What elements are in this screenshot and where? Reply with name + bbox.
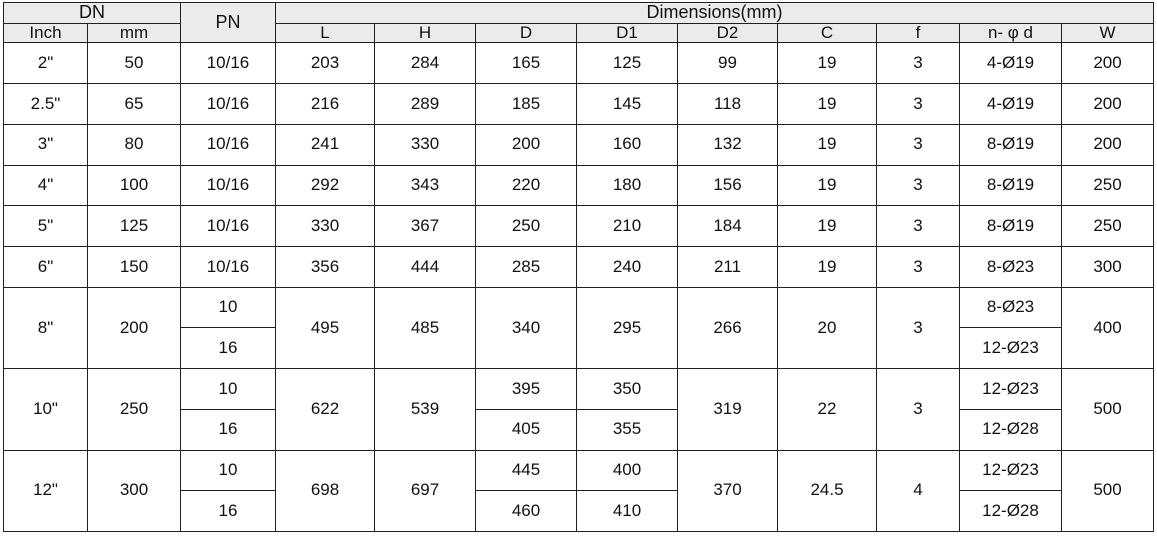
cell-pn: 10 bbox=[181, 287, 276, 328]
cell-l: 216 bbox=[276, 84, 375, 125]
cell-w: 250 bbox=[1062, 206, 1154, 247]
cell-d: 340 bbox=[476, 287, 577, 368]
cell-d1: 210 bbox=[577, 206, 678, 247]
header-c: C bbox=[778, 23, 877, 43]
cell-l: 330 bbox=[276, 206, 375, 247]
cell-mm: 250 bbox=[88, 369, 181, 450]
cell-h: 444 bbox=[375, 247, 476, 288]
table-row bbox=[4, 165, 1154, 206]
cell-inch: 4" bbox=[4, 165, 88, 206]
header-inch: Inch bbox=[4, 23, 88, 43]
cell-w: 400 bbox=[1062, 287, 1154, 368]
cell-l: 241 bbox=[276, 124, 375, 165]
cell-pn: 10/16 bbox=[181, 43, 276, 84]
header-d1: D1 bbox=[577, 23, 678, 43]
table-row bbox=[4, 287, 1154, 328]
cell-c: 20 bbox=[778, 287, 877, 368]
cell-d1: 125 bbox=[577, 43, 678, 84]
cell-pn: 16 bbox=[181, 328, 276, 369]
header-f: f bbox=[877, 23, 960, 43]
cell-d1: 295 bbox=[577, 287, 678, 368]
cell-c: 24.5 bbox=[778, 450, 877, 531]
dimensions-table bbox=[3, 2, 1154, 532]
table-row bbox=[4, 369, 1154, 410]
cell-f: 3 bbox=[877, 43, 960, 84]
cell-w: 200 bbox=[1062, 43, 1154, 84]
cell-h: 289 bbox=[375, 84, 476, 125]
cell-f: 3 bbox=[877, 165, 960, 206]
cell-d: 165 bbox=[476, 43, 577, 84]
cell-l: 495 bbox=[276, 287, 375, 368]
cell-mm: 150 bbox=[88, 247, 181, 288]
table-row bbox=[4, 450, 1154, 491]
cell-d2: 211 bbox=[678, 247, 778, 288]
cell-n-phi-d: 8-Ø19 bbox=[960, 165, 1062, 206]
cell-n-phi-d: 4-Ø19 bbox=[960, 43, 1062, 84]
cell-c: 19 bbox=[778, 124, 877, 165]
cell-d1: 350 bbox=[577, 369, 678, 410]
cell-pn: 16 bbox=[181, 409, 276, 450]
cell-n-phi-d: 8-Ø23 bbox=[960, 247, 1062, 288]
cell-d: 200 bbox=[476, 124, 577, 165]
table-row bbox=[4, 247, 1154, 288]
cell-c: 22 bbox=[778, 369, 877, 450]
cell-pn: 10 bbox=[181, 450, 276, 491]
cell-d2: 370 bbox=[678, 450, 778, 531]
cell-f: 3 bbox=[877, 206, 960, 247]
cell-c: 19 bbox=[778, 247, 877, 288]
cell-mm: 100 bbox=[88, 165, 181, 206]
cell-mm: 50 bbox=[88, 43, 181, 84]
cell-w: 250 bbox=[1062, 165, 1154, 206]
cell-d2: 319 bbox=[678, 369, 778, 450]
cell-inch: 2.5" bbox=[4, 84, 88, 125]
cell-c: 19 bbox=[778, 84, 877, 125]
table-row bbox=[4, 124, 1154, 165]
cell-n-phi-d: 12-Ø28 bbox=[960, 409, 1062, 450]
cell-f: 3 bbox=[877, 84, 960, 125]
header-d2: D2 bbox=[678, 23, 778, 43]
cell-f: 3 bbox=[877, 124, 960, 165]
cell-mm: 125 bbox=[88, 206, 181, 247]
cell-f: 3 bbox=[877, 247, 960, 288]
header-n-phi-d: n- φ d bbox=[960, 23, 1062, 43]
cell-d1: 355 bbox=[577, 409, 678, 450]
cell-h: 367 bbox=[375, 206, 476, 247]
cell-d2: 184 bbox=[678, 206, 778, 247]
cell-w: 300 bbox=[1062, 247, 1154, 288]
cell-d2: 156 bbox=[678, 165, 778, 206]
cell-pn: 10/16 bbox=[181, 206, 276, 247]
cell-f: 4 bbox=[877, 450, 960, 531]
cell-l: 203 bbox=[276, 43, 375, 84]
cell-d: 285 bbox=[476, 247, 577, 288]
cell-d: 445 bbox=[476, 450, 577, 491]
cell-mm: 300 bbox=[88, 450, 181, 531]
cell-l: 292 bbox=[276, 165, 375, 206]
cell-n-phi-d: 12-Ø28 bbox=[960, 491, 1062, 532]
cell-n-phi-d: 8-Ø19 bbox=[960, 206, 1062, 247]
cell-h: 284 bbox=[375, 43, 476, 84]
cell-pn: 16 bbox=[181, 491, 276, 532]
cell-d1: 240 bbox=[577, 247, 678, 288]
header-d: D bbox=[476, 23, 577, 43]
cell-d: 405 bbox=[476, 409, 577, 450]
cell-h: 697 bbox=[375, 450, 476, 531]
cell-mm: 65 bbox=[88, 84, 181, 125]
cell-inch: 3" bbox=[4, 124, 88, 165]
cell-inch: 10" bbox=[4, 369, 88, 450]
cell-inch: 5" bbox=[4, 206, 88, 247]
cell-l: 698 bbox=[276, 450, 375, 531]
cell-h: 539 bbox=[375, 369, 476, 450]
cell-n-phi-d: 4-Ø19 bbox=[960, 84, 1062, 125]
cell-d1: 400 bbox=[577, 450, 678, 491]
cell-c: 19 bbox=[778, 165, 877, 206]
cell-inch: 2" bbox=[4, 43, 88, 84]
cell-d1: 410 bbox=[577, 491, 678, 532]
cell-pn: 10 bbox=[181, 369, 276, 410]
cell-f: 3 bbox=[877, 369, 960, 450]
table-body bbox=[4, 43, 1154, 532]
cell-pn: 10/16 bbox=[181, 84, 276, 125]
cell-w: 200 bbox=[1062, 124, 1154, 165]
cell-f: 3 bbox=[877, 287, 960, 368]
cell-pn: 10/16 bbox=[181, 165, 276, 206]
cell-d2: 99 bbox=[678, 43, 778, 84]
cell-d2: 118 bbox=[678, 84, 778, 125]
header-row-sub bbox=[4, 23, 1154, 43]
header-dn: DN bbox=[4, 3, 181, 24]
cell-inch: 6" bbox=[4, 247, 88, 288]
cell-n-phi-d: 8-Ø19 bbox=[960, 124, 1062, 165]
cell-pn: 10/16 bbox=[181, 247, 276, 288]
cell-d: 220 bbox=[476, 165, 577, 206]
cell-d: 185 bbox=[476, 84, 577, 125]
header-w: W bbox=[1062, 23, 1154, 43]
header-pn: PN bbox=[181, 3, 276, 43]
cell-l: 356 bbox=[276, 247, 375, 288]
header-l: L bbox=[276, 23, 375, 43]
cell-c: 19 bbox=[778, 206, 877, 247]
cell-n-phi-d: 12-Ø23 bbox=[960, 369, 1062, 410]
cell-l: 622 bbox=[276, 369, 375, 450]
cell-n-phi-d: 8-Ø23 bbox=[960, 287, 1062, 328]
cell-d1: 180 bbox=[577, 165, 678, 206]
cell-d2: 266 bbox=[678, 287, 778, 368]
cell-d: 250 bbox=[476, 206, 577, 247]
cell-inch: 12" bbox=[4, 450, 88, 531]
cell-h: 343 bbox=[375, 165, 476, 206]
cell-d2: 132 bbox=[678, 124, 778, 165]
cell-h: 485 bbox=[375, 287, 476, 368]
cell-inch: 8" bbox=[4, 287, 88, 368]
table-header bbox=[4, 3, 1154, 43]
cell-d1: 160 bbox=[577, 124, 678, 165]
header-mm: mm bbox=[88, 23, 181, 43]
cell-n-phi-d: 12-Ø23 bbox=[960, 328, 1062, 369]
cell-d: 395 bbox=[476, 369, 577, 410]
cell-mm: 200 bbox=[88, 287, 181, 368]
header-row-top bbox=[4, 3, 1154, 24]
cell-d1: 145 bbox=[577, 84, 678, 125]
header-h: H bbox=[375, 23, 476, 43]
cell-d: 460 bbox=[476, 491, 577, 532]
cell-mm: 80 bbox=[88, 124, 181, 165]
table-row bbox=[4, 84, 1154, 125]
header-dimensions: Dimensions(mm) bbox=[276, 3, 1154, 24]
cell-pn: 10/16 bbox=[181, 124, 276, 165]
cell-w: 500 bbox=[1062, 369, 1154, 450]
table-row bbox=[4, 206, 1154, 247]
cell-h: 330 bbox=[375, 124, 476, 165]
table-row bbox=[4, 43, 1154, 84]
cell-n-phi-d: 12-Ø23 bbox=[960, 450, 1062, 491]
cell-w: 500 bbox=[1062, 450, 1154, 531]
cell-c: 19 bbox=[778, 43, 877, 84]
cell-w: 200 bbox=[1062, 84, 1154, 125]
